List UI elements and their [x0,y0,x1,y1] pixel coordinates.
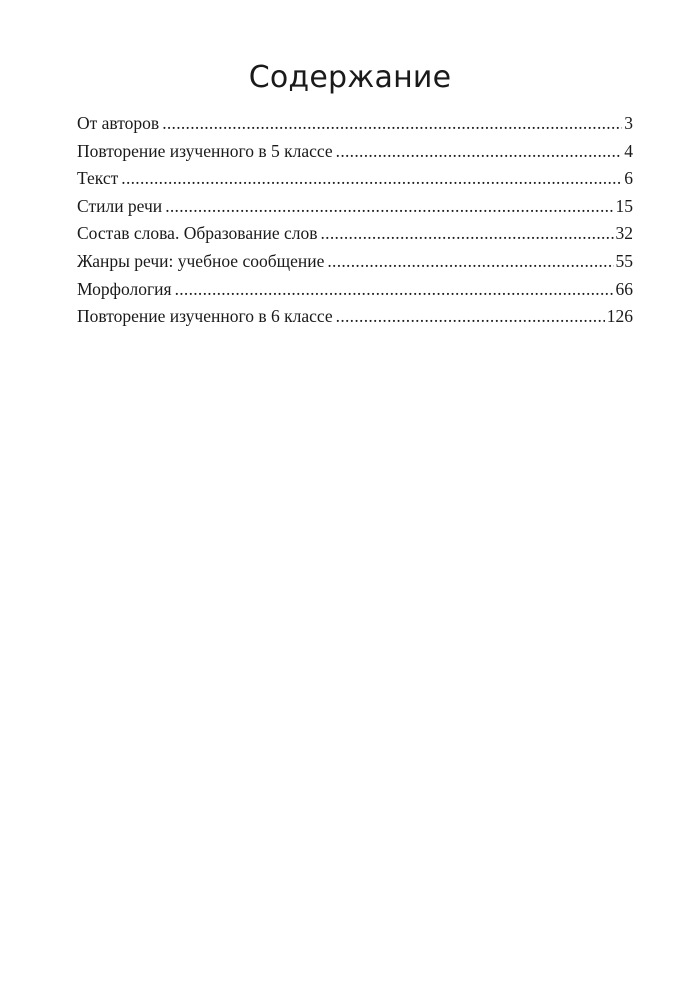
toc-entry-label: Морфология [77,278,172,299]
toc-entry-page: 55 [615,250,633,271]
toc-entry-page: 6 [624,168,633,189]
toc-entry-label: От авторов [77,113,160,133]
toc-entry [77,248,633,276]
toc-entry [77,165,633,193]
toc-entry [77,138,633,166]
toc-entry-page: 66 [615,278,633,299]
toc-entry-page: 15 [615,195,633,216]
toc-entry-page: 4 [624,140,633,161]
toc-entry [77,220,633,248]
toc-entry-page: 126 [606,306,633,327]
toc-entry [77,303,633,331]
toc-entry-page: 32 [615,223,633,244]
table-of-contents [77,110,633,331]
dot-leader [162,110,622,138]
toc-entry [77,110,633,138]
toc-entry [77,276,633,304]
toc-entry-label: Повторение изученного в 6 классе [77,306,333,327]
dot-leader [321,220,614,248]
toc-entry-label: Стили речи [77,195,163,216]
dot-leader [165,193,613,221]
toc-entry [77,193,633,221]
toc-entry-page: 3 [624,113,633,133]
dot-leader [175,276,614,304]
toc-entry-label: Текст [77,168,119,189]
dot-leader [121,165,622,193]
page-title: Содержание [248,60,452,95]
toc-entry-label: Состав слова. Образование слов [77,223,318,244]
dot-leader [336,138,623,166]
toc-entry-label: Повторение изученного в 5 классе [77,140,333,161]
dot-leader [327,248,613,276]
toc-entry-label: Жанры речи: учебное сообщение [77,250,325,271]
dot-leader [336,303,605,331]
